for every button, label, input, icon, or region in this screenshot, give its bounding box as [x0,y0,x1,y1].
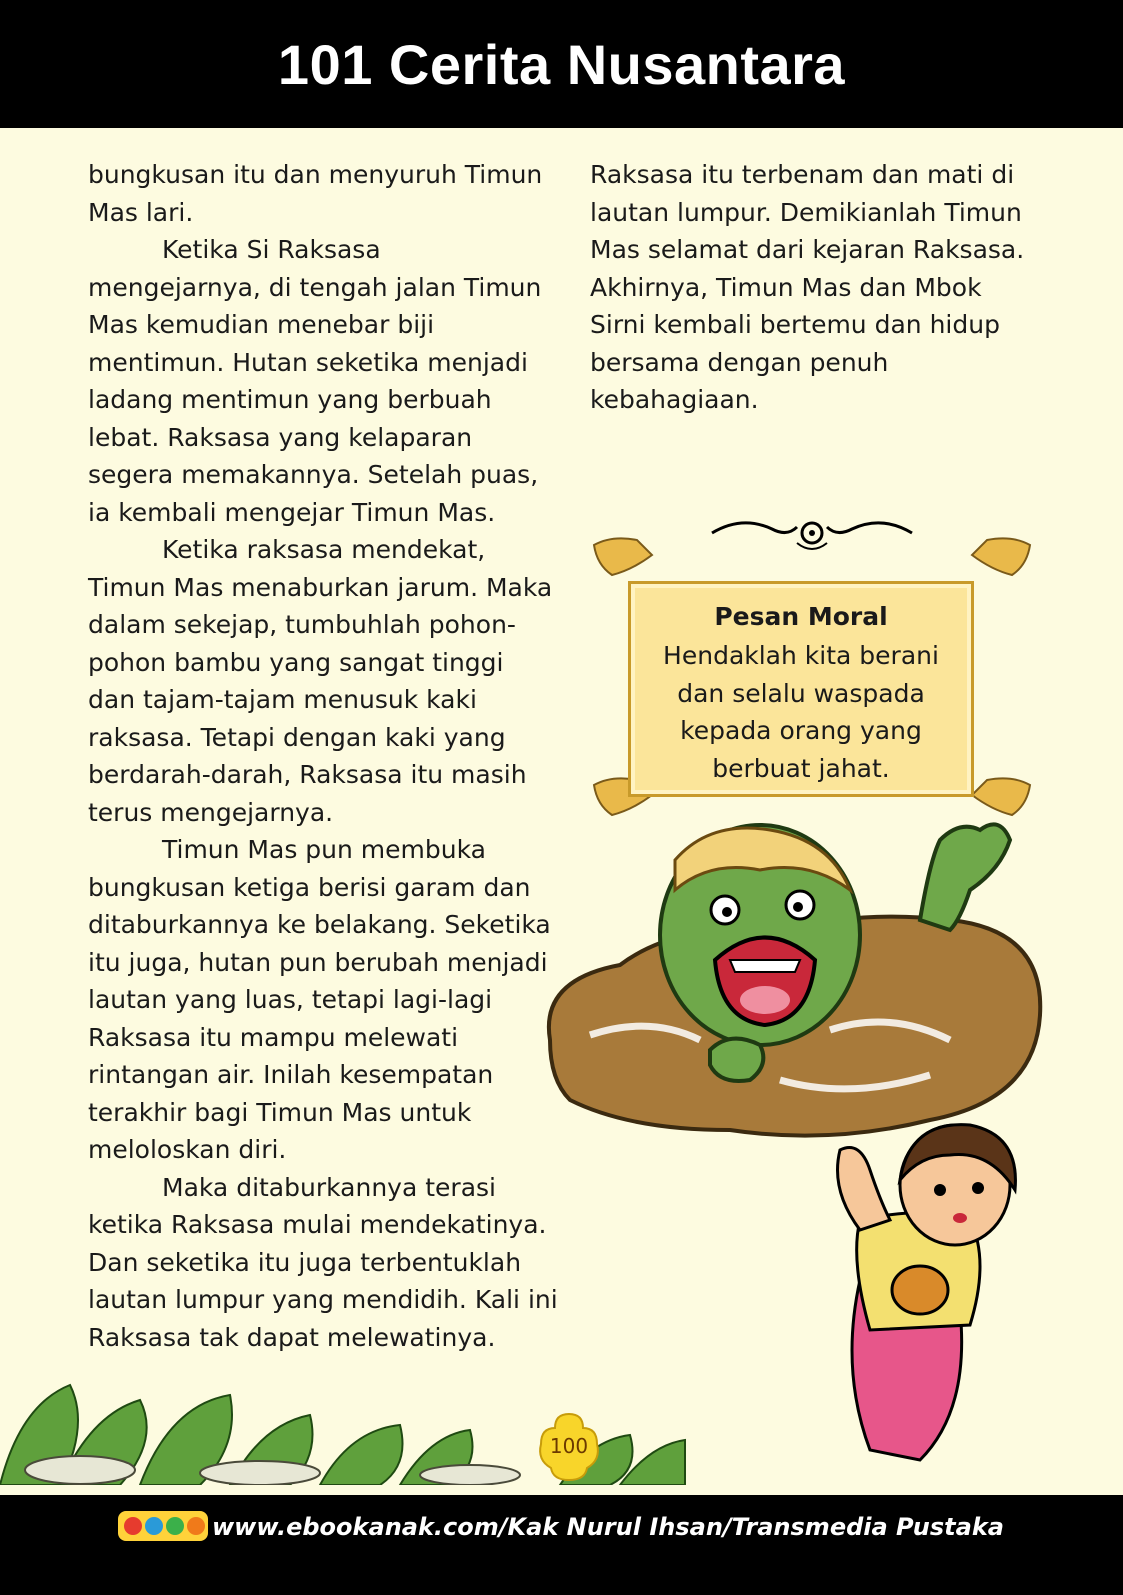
ebookanak-logo [118,1511,208,1541]
paragraph: Raksasa itu terbenam dan mati di lautan lumpur. Demikianlah Timun Mas selamat dari kejaran Raksasa. Akhirnya, Timun Mas dan Mbok Sirni kembali bertemu dan hidup bersama dengan penuh kebahagiaan. [590,160,1025,414]
footer-credit: www.ebookanak.com/Kak Nurul Ihsan/Transmedia Pustaka [212,1513,1004,1541]
timun-mas-girl-illustration [800,1110,1070,1480]
paragraph: Maka ditaburkannya terasi ketika Raksasa mulai mendekatinya. Dan seketika itu juga terbentuklah lautan lumpur yang mendidih. Kali ini Raksasa tak dapat melewatinya. [88,1172,558,1352]
moral-title: Pesan Moral [714,602,888,631]
paragraph: Ketika Si Raksasa mengejarnya, di tengah jalan Timun Mas kemudian menebar biji mentimun. Hutan seketika menjadi ladang mentimun yang berbuah lebat. Raksasa yang kelaparan segera memakannya. Setelah puas, ia kembali mengejar Timun Mas. [88,235,542,527]
moral-box [628,581,974,797]
giant-in-mud-illustration [530,800,1060,1150]
page-footer [0,1495,1123,1595]
moral-text: Hendaklah kita berani dan selalu waspada kepada orang yang berbuat jahat. [663,641,939,783]
right-text-column [590,156,1030,419]
moral-panel [592,515,1032,825]
paragraph: Timun Mas pun membuka bungkusan ketiga berisi garam dan ditaburkannya ke belakang. Seketika itu juga, hutan pun berubah menjadi lautan yang luas, tetapi lagi-lagi Raksasa itu mampu melewati rintangan air. Inilah kesempatan terakhir bagi Timun Mas untuk meloloskan diri. [88,835,551,1164]
page-title: 101 Cerita Nusantara [277,32,846,96]
paragraph: bungkusan itu dan menyuruh Timun Mas lari. [88,160,543,227]
page-number: 100 [549,1434,589,1458]
page-header [0,0,1123,128]
paragraph: Ketika raksasa mendekat, Timun Mas menaburkan jarum. Maka dalam sekejap, tumbuhlah pohon-pohon bambu yang sangat tinggi dan tajam-tajam menusuk kaki raksasa. Tetapi dengan kaki yang berdarah-darah, Raksasa itu masih terus mengejarnya. [88,535,553,827]
left-text-column [88,156,558,1356]
